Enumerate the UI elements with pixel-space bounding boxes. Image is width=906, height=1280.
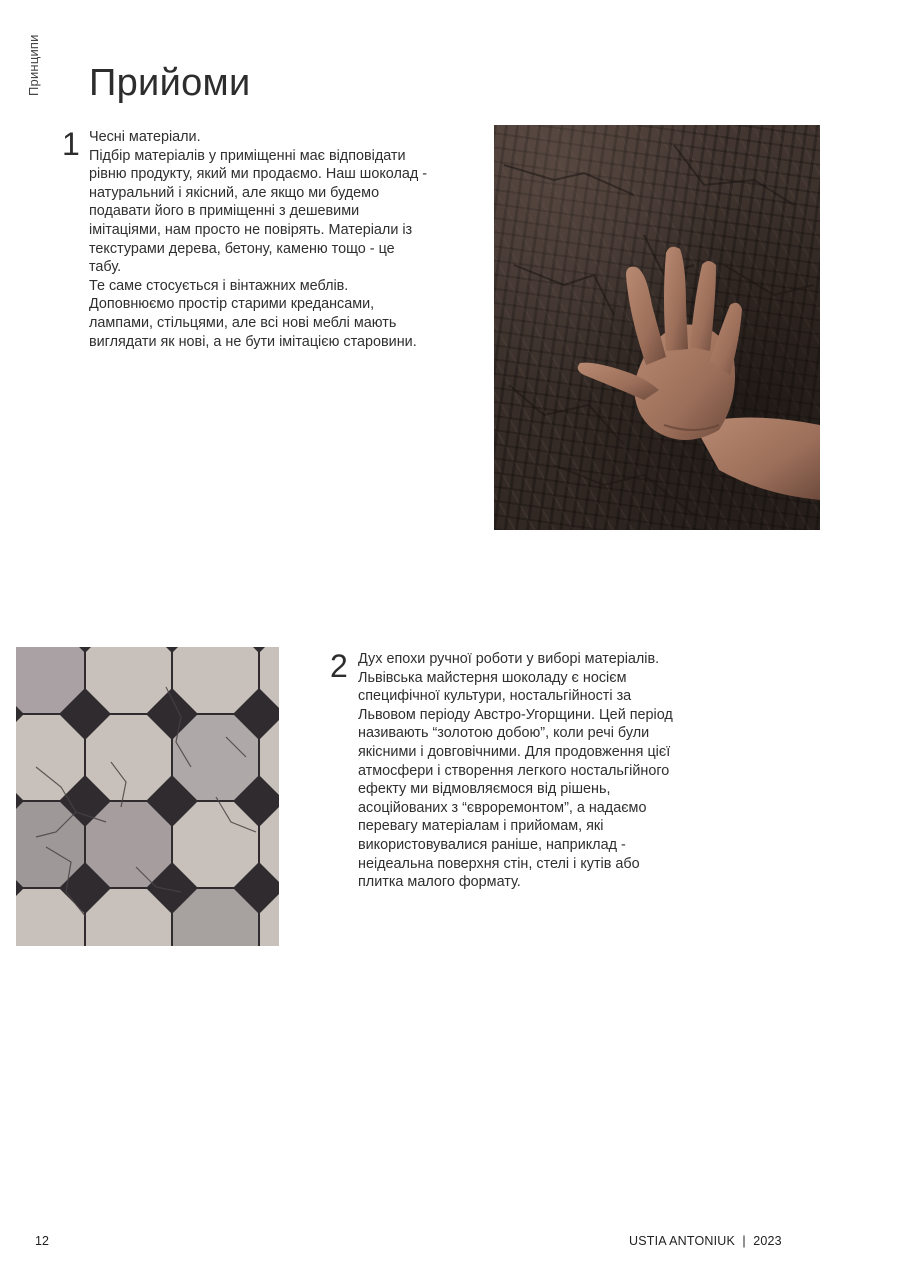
item-number-1: 1 — [62, 126, 80, 162]
page-title: Прийоми — [89, 62, 251, 104]
footer-brand: USTIA ANTONIUK | 2023 — [629, 1234, 782, 1248]
hand-illustration — [494, 125, 820, 530]
item-number-2: 2 — [330, 648, 348, 684]
tree-bark-hand-photo — [494, 125, 820, 530]
item-text-2: Дух епохи ручної роботи у виборі матеріалів. Львівська майстерня шоколаду є носієм специфічної культури, ностальгійності за Львовом періоду Австро-Угорщини. Цей період називають “золотою добою”, коли речі були якісними і довговічними. Для продовження цієї атмосфери і створення легкого ностальгійного ефекту ми відмовляємося від рішень, асоційованих з “євроремонтом”, а надаємо перевагу матеріалам і прийомам, які використовувалися раніше, наприклад - неідеальна поверхня стін, стелі і кутів або плитка малого формату. — [358, 651, 673, 891]
item-text-1: Чесні матеріали. Підбір матеріалів у приміщенні має відповідати рівню продукту, який ми продаємо. Наш шоколад - натуральний і якісний, але якщо ми будемо подавати його в приміщенні з дешевими імітаціями, нам просто не повірять. Матеріали із текстурами дерева, бетону, каменю тощо - це табу. Те саме стосується і вінтажних меблів. Доповнюємо простір старими кредансами, лампами, стільцями, але всі нові меблі мають виглядати як нові, а не бути імітацією старовини. — [89, 129, 428, 350]
footer-page-number: 12 — [35, 1234, 49, 1248]
section-label: Принципи — [26, 34, 41, 96]
tile-pattern — [16, 647, 279, 946]
cracked-tile-floor-photo — [16, 647, 279, 946]
